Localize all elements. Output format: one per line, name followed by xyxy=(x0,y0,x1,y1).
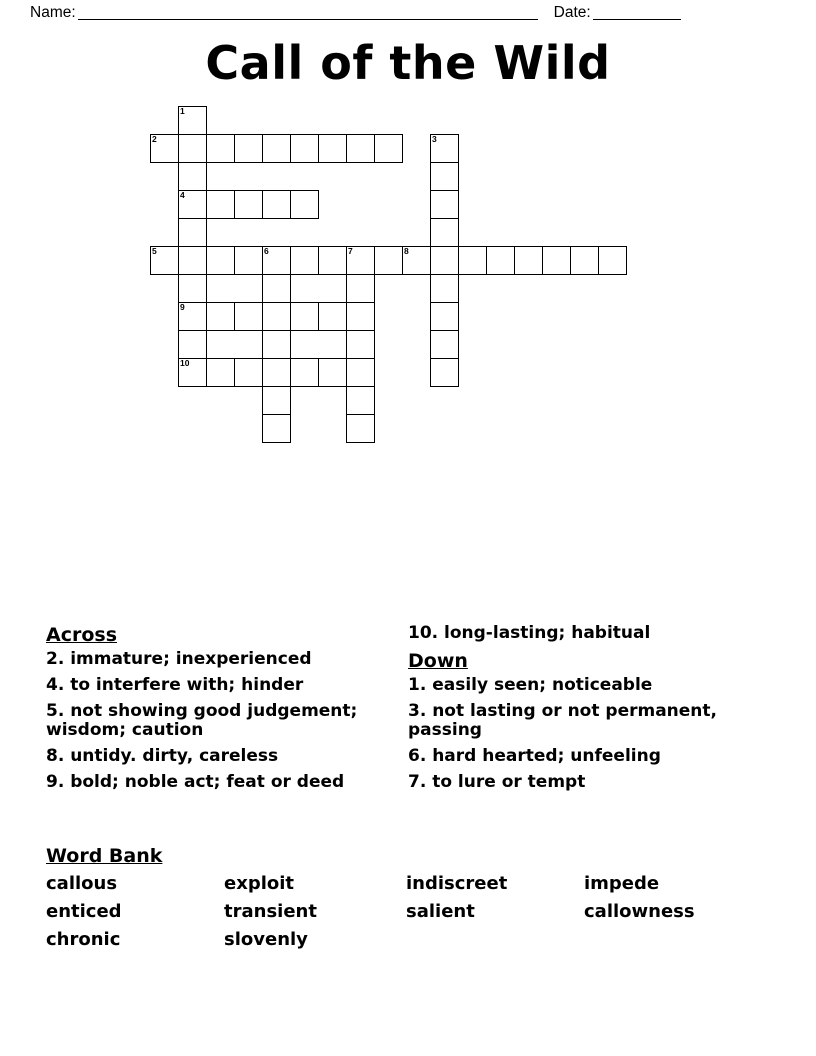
crossword-cell[interactable] xyxy=(346,358,375,387)
word-bank-heading: Word Bank xyxy=(46,845,163,867)
word-bank-section xyxy=(46,845,786,950)
clue-down-7: 7. to lure or tempt xyxy=(408,772,586,793)
down-heading: Down xyxy=(408,650,468,673)
crossword-cell[interactable] xyxy=(570,246,599,275)
crossword-cell-numbered-1[interactable] xyxy=(178,106,207,135)
crossword-cell[interactable] xyxy=(374,134,403,163)
crossword-cell[interactable] xyxy=(290,246,319,275)
crossword-cell[interactable] xyxy=(318,302,347,331)
clue-across-2: 2. immature; inexperienced xyxy=(46,649,312,669)
crossword-cell[interactable] xyxy=(430,162,459,191)
crossword-cell[interactable] xyxy=(430,358,459,387)
crossword-cell[interactable] xyxy=(290,190,319,219)
crossword-cell-numbered-7[interactable] xyxy=(346,246,375,275)
cell-number: 6 xyxy=(264,246,269,256)
crossword-cell[interactable] xyxy=(206,246,235,275)
word-bank-item: exploit xyxy=(224,873,295,894)
crossword-cell[interactable] xyxy=(542,246,571,275)
word-bank-item: slovenly xyxy=(224,929,308,950)
crossword-cell[interactable] xyxy=(262,190,291,219)
crossword-cell[interactable] xyxy=(290,358,319,387)
crossword-cell[interactable] xyxy=(430,190,459,219)
crossword-cell-numbered-10[interactable] xyxy=(178,358,207,387)
crossword-cell[interactable] xyxy=(262,386,291,415)
clues-column-left xyxy=(46,624,396,799)
crossword-cell[interactable] xyxy=(598,246,627,275)
crossword-cell[interactable] xyxy=(206,302,235,331)
crossword-cell-numbered-5[interactable] xyxy=(150,246,179,275)
crossword-cell-numbered-3[interactable] xyxy=(430,134,459,163)
cell-number: 9 xyxy=(180,302,185,312)
crossword-cell[interactable] xyxy=(234,134,263,163)
crossword-cell[interactable] xyxy=(430,330,459,359)
word-bank-item: enticed xyxy=(46,901,122,922)
crossword-cell-numbered-8[interactable] xyxy=(402,246,431,275)
clue-down-3: 3. not lasting or not permanent, passing xyxy=(408,701,717,741)
crossword-cell[interactable] xyxy=(178,134,207,163)
crossword-cell[interactable] xyxy=(178,274,207,303)
crossword-cell[interactable] xyxy=(346,134,375,163)
crossword-cell[interactable] xyxy=(234,246,263,275)
cell-number: 5 xyxy=(152,246,157,256)
word-bank-item: impede xyxy=(584,873,660,894)
crossword-cell[interactable] xyxy=(486,246,515,275)
crossword-cell[interactable] xyxy=(262,302,291,331)
crossword-cell[interactable] xyxy=(430,246,459,275)
crossword-cell-numbered-6[interactable] xyxy=(262,246,291,275)
cell-number: 1 xyxy=(180,106,185,116)
word-bank-item: chronic xyxy=(46,929,121,950)
word-bank-list xyxy=(46,873,786,950)
date-input-rule[interactable] xyxy=(593,7,681,20)
crossword-cell[interactable] xyxy=(346,414,375,443)
crossword-cell[interactable] xyxy=(290,134,319,163)
word-bank-item: transient xyxy=(224,901,317,922)
crossword-cell[interactable] xyxy=(318,246,347,275)
date-label: Date: xyxy=(553,4,591,21)
cell-number: 3 xyxy=(432,134,437,144)
clue-across-10: 10. long-lasting; habitual xyxy=(408,623,651,643)
word-bank-item: indiscreet xyxy=(406,873,508,894)
crossword-cell[interactable] xyxy=(206,190,235,219)
name-input-rule[interactable] xyxy=(78,7,538,20)
crossword-cell[interactable] xyxy=(430,218,459,247)
crossword-cell[interactable] xyxy=(262,134,291,163)
word-bank-item: salient xyxy=(406,901,475,922)
cell-number: 2 xyxy=(152,134,157,144)
page-title: Call of the Wild xyxy=(205,36,611,90)
cell-number: 8 xyxy=(404,246,409,256)
crossword-cell[interactable] xyxy=(346,274,375,303)
clue-down-6: 6. hard hearted; unfeeling xyxy=(408,746,661,767)
crossword-cell[interactable] xyxy=(206,358,235,387)
crossword-cell[interactable] xyxy=(178,218,207,247)
cell-number: 7 xyxy=(348,246,353,256)
crossword-cell[interactable] xyxy=(430,274,459,303)
crossword-cell[interactable] xyxy=(234,190,263,219)
crossword-cell[interactable] xyxy=(262,414,291,443)
crossword-cell[interactable] xyxy=(374,246,403,275)
crossword-cell[interactable] xyxy=(262,358,291,387)
crossword-grid[interactable] xyxy=(0,106,816,436)
crossword-cell[interactable] xyxy=(346,330,375,359)
crossword-cell[interactable] xyxy=(514,246,543,275)
clue-across-9: 9. bold; noble act; feat or deed xyxy=(46,772,345,793)
across-heading: Across xyxy=(46,624,118,646)
word-bank-item: callous xyxy=(46,873,118,894)
crossword-cell[interactable] xyxy=(178,330,207,359)
crossword-cell-numbered-9[interactable] xyxy=(178,302,207,331)
cell-number: 4 xyxy=(180,190,185,200)
crossword-cell[interactable] xyxy=(430,302,459,331)
crossword-cell[interactable] xyxy=(318,134,347,163)
crossword-cell[interactable] xyxy=(234,302,263,331)
crossword-cell-numbered-4[interactable] xyxy=(178,190,207,219)
crossword-cell[interactable] xyxy=(346,386,375,415)
crossword-cell[interactable] xyxy=(346,302,375,331)
crossword-cell[interactable] xyxy=(318,358,347,387)
name-label: Name: xyxy=(30,4,76,21)
clue-across-8: 8. untidy. dirty, careless xyxy=(46,746,279,767)
crossword-cell[interactable] xyxy=(290,302,319,331)
clue-down-1: 1. easily seen; noticeable xyxy=(408,675,653,696)
crossword-cell[interactable] xyxy=(178,162,207,191)
word-bank-item: callowness xyxy=(584,901,695,922)
crossword-cell[interactable] xyxy=(262,330,291,359)
crossword-cell[interactable] xyxy=(262,274,291,303)
crossword-cell-numbered-2[interactable] xyxy=(150,134,179,163)
clues-column-right xyxy=(408,624,748,799)
cell-number: 10 xyxy=(180,358,190,368)
crossword-cell[interactable] xyxy=(458,246,487,275)
clue-across-4: 4. to interfere with; hinder xyxy=(46,675,304,696)
crossword-cell[interactable] xyxy=(178,246,207,275)
crossword-cell[interactable] xyxy=(234,358,263,387)
clue-across-5: 5. not showing good judgement; wisdom; caution xyxy=(46,701,358,741)
crossword-cell[interactable] xyxy=(206,134,235,163)
name-date-header xyxy=(30,0,786,26)
